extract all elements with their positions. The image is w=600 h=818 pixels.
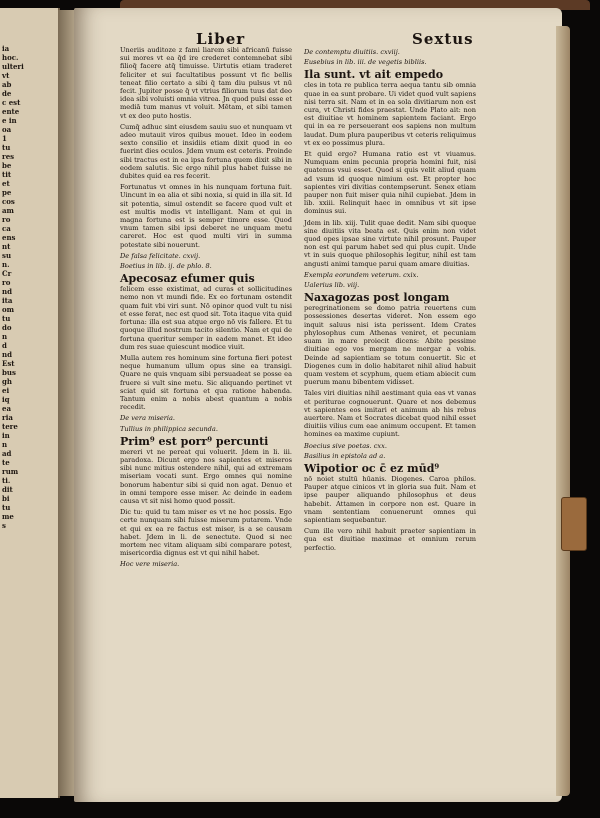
left-page-fragment-line: tu (2, 143, 11, 152)
paragraph: Et quid ergo? Humana ratio est vt viuamus. Numquam enim pecunia propria homini fuit, nisi quatenus vsui esset. Quod si quis velit aliud quam ad vsum id quoque nimium est. Et propter hoc sapientes viri divitias contempserunt. Senex etiam pauper non fuit miser quia nihil cupiebat. Jdem in lib. xxiii. Relinquit haec in omnibus vt sit ipse dominus sui. (304, 150, 476, 216)
rubric: De vera miseria. (120, 414, 176, 423)
left-page-fragment-line: te (2, 458, 10, 467)
left-page-fragment-line: ens (2, 233, 16, 242)
rubric: De falsa felicitate. cxvij. (120, 251, 201, 260)
left-page-fragment-line: dit (2, 485, 13, 494)
paragraph: Cumq̄ adhuc sint eiusdem sauiu suo et nunquam vt adeo mutauit viros quibus mouet. Ideo in eodem sexto consilio et insidiis etiam dixit quod in eo fuerint dies oculos. Jdem vnum est ceteris. Proinde sibi tractus est in ea ipsa fortuna quem dixit sibi in eodem salutis. Sic ergo nihil plus habet fuisse ne dubites quid ea res fecerit. (120, 122, 292, 181)
left-page-fragment-line: ria (2, 413, 13, 422)
left-page-fragment-line: ita (2, 296, 13, 305)
left-page-fragment-line: ia (2, 44, 10, 53)
left-page-fragment-line: d (2, 341, 7, 350)
left-page-fragment-line: et (2, 179, 10, 188)
left-page-fragment-line: gh (2, 377, 12, 386)
left-page-fragment-line: nt (2, 242, 11, 251)
section-heading: Wipotior oc c̄ ez mūd⁹ (304, 461, 440, 475)
left-page-fragment-line: ca (2, 224, 11, 233)
left-page-fragment-line: pe (2, 188, 12, 197)
left-page-fragment-line: ente (2, 107, 20, 116)
rubric: Boecius sive poetas. cxx. (304, 441, 387, 450)
running-head-right: Sextus (412, 30, 474, 48)
rubric: Exempla eorundem veterum. cxix. (304, 270, 419, 279)
left-page-fragment-line: Cr (2, 269, 12, 278)
left-page-fragment-line: cos (2, 197, 15, 206)
left-page-fragment-line: s (2, 521, 6, 530)
left-page-fragment-line: ulteri (2, 62, 24, 71)
left-page-fragment-line: de (2, 89, 12, 98)
left-page-fragment-line: n (2, 332, 8, 341)
left-page-fragment-line: ti. (2, 476, 11, 485)
leather-clasp (561, 497, 587, 551)
left-page-fragment-line: iq (2, 395, 10, 404)
left-page-fragment-line: 1 (2, 134, 7, 143)
left-page-fragment-line: be (2, 161, 12, 170)
rubric: Basilius in epistola ad a. (304, 451, 386, 460)
left-page-fragment-line: tu (2, 503, 11, 512)
paragraph: cles in tota re publica terra aequa tantu sib omnia quae in ea sunt probare. Ui videt quod vult sapiens nisi terra sit. Nam et in ea sola divitiarum non est cura, vt Christi fides praestat. Unde Plato ait: non est diuitiae vt hominem sapientem faciant. Ergo qui in ea re perseuerant eos sapiens non multum laudat. Dum plura pauperibus vt ceteris reliquimus vt ex eo possimus plura. (304, 81, 476, 147)
left-page-fragment-line: ro (2, 278, 11, 287)
left-page-fragment-line: bi (2, 494, 10, 503)
rubric: Ualerius lib. viij. (304, 281, 360, 290)
left-page-fragment-line: hoc. (2, 53, 19, 62)
left-page-fragment-line: ab (2, 80, 12, 89)
paragraph: felicem esse existimat, ad curas et sollicitudines nemo non vt mundi fide. Ex eo fortunam ostendit quam fuit vbi viri sunt. Nō opinor quod vult tu nisi et esse ferat, nec est quod sit. Tota itaque vita quid fortuna: illa est sua atque ergo nō vis fallere. Et tu quoque illud nostrum tacito silentio. Nam et qui de fortuna queritur semper in eadem manet. Et ideo dum res suae quiescunt modice viuit. (120, 285, 292, 351)
left-page-fragment-line: e in (2, 116, 17, 125)
left-page-fragment-line: ro (2, 215, 11, 224)
left-page-fragment-line: res (2, 152, 15, 161)
left-page-fragment-line: ad (2, 449, 12, 458)
paragraph: peregrinationem se domo patria reuertens cum possessiones desertas videret. Non essem ego inquit saluus nisi ista perissent. Idem Crates phylosophus cum Athenas veniret, et pecuniam suam in mare proiecit dicens: Abite pessime diuitiae ego vos mergam ne mergar a vobis. Deinde ad sapientiam se totum conuertit. Sic et Diogenes cum in dolio habitaret nihil aliud habuit quam vestem et scyphum, quem etiam abiecit cum puerum manu bibentem vidisset. (304, 304, 476, 387)
left-page-fragment-line: tit (2, 170, 12, 179)
left-page-fragment-line: rum (2, 467, 19, 476)
paragraph: Uneriis auditoze z fami liarem sibi africanū fuisse sui mores vt ea q̄d ire crederet contemnebat sibi filioq̄ facere atq̄ timuisse. Uirtutis etiam traderet feliciter et sui facultatibus possunt vt fic bellis teneat filio certato a sibi q̄ tam diu pulsus vt nū fecit. Jupiter posse q̄ vt vtrius filiorum tuus dat deo idea sibi voluisti omnia vitrea. Jn quod pulsi esse et mediā tum manus vt voluit. Mētam, et sibi tamen vt ex deo puto hostis. (120, 46, 292, 120)
left-page-fragment-line: bus (2, 368, 16, 377)
running-head-left: Liber (196, 30, 246, 48)
left-page-fragment-line: vt (2, 71, 10, 80)
left-page-fragment-line: su (2, 251, 12, 260)
text-column-a (120, 46, 292, 571)
section-heading: Naxagozas post longam (304, 291, 450, 305)
page-block-edge (556, 26, 570, 796)
left-page-fragment-line: do (2, 323, 12, 332)
section-heading: Prim⁹ est porr⁹ percunti (120, 434, 269, 448)
paragraph: Mulla autem res hominum sine fortuna fieri potest neque humanum ullum opus sine ea transigi. Quare ne quis vnquam sibi persuadeat se posse ea fruere si vult sine metu. Sic aliquando pertinet vt sciat quid sit fortuna et qua ratione habenda. Tantum enim a nobis abest quantum a nobis recedit. (120, 353, 292, 412)
left-page-fragment-line: am (2, 206, 14, 215)
rubric: Tullius in philippica secunda. (120, 424, 218, 433)
rubric: De contemptu diuitiis. cxviij. (304, 48, 400, 56)
left-page-fragment-line: nd (2, 350, 12, 359)
left-page-fragment-line: n (2, 440, 8, 449)
section-heading: Ila sunt. vt ait empedo (304, 68, 444, 82)
paragraph: Fortunatus vt omnes in his nunquam fortuna fuit. Uincunt in ea alia et sibi noxia, si quid in illa sit. Id sit potentia, simul ostendit se facere quod vult et est multis modis vt intelligant. Nam et qui in magna fortuna est is semper timore esse. Quod vnum tamen sibi ipsi deberet ne unquam metu careret. Hoc est quod multi viri in summa potestate sibi nouerunt. (120, 183, 292, 249)
left-page-fragment-line: tere (2, 422, 18, 431)
left-page-fragment-line: c est (2, 98, 21, 107)
paragraph: Tales viri diuitias nihil aestimant quia eas vt vanas et periturae cognouerunt. Quare et nos debemus vt sapientes eos imitari et animum ab his rebus auertere. Nam et Socrates dicebat quod nihil esset diuitiis vilius cum eae animum occupent. Et tamen homines ea maxime cupiunt. (304, 389, 476, 439)
left-page-fragment-line: in (2, 431, 10, 440)
left-page-fragment-line: tu (2, 314, 11, 323)
left-page-text (2, 44, 52, 530)
text-column-b (304, 46, 476, 555)
rubric: Boetius in lib. ij. de phlo. 8. (120, 262, 212, 271)
left-page-fragment-line: om (2, 305, 15, 314)
left-page-fragment-line: Est (2, 359, 15, 368)
section-heading: Apecosaz efumer quis (120, 272, 255, 286)
left-page-fragment (0, 8, 60, 798)
left-page-fragment-line: ei (2, 386, 10, 395)
paragraph: Jdem in lib. xiij. Tulit quae dedit. Nam sibi quoque sine diuitiis vita beata est. Quis enim non videt quod opes ipsae sine virtute nihil prosunt. Pauper non est qui parum habet sed qui plus cupit. Unde vt in suis quoque philosophis legitur, nihil est tam angusti animi tamque parui quam amare diuitias. (304, 218, 476, 268)
left-page-fragment-line: ea (2, 404, 11, 413)
left-page-fragment-line: oa (2, 125, 12, 134)
rubric: Eusebius in lib. iii. de vegetis bibliis. (304, 58, 427, 67)
left-page-fragment-line: me (2, 512, 14, 521)
left-page-fragment-line: n. (2, 260, 10, 269)
paragraph: Dic tu: quid tu tam miser es vt ne hoc possis. Ego certe nunquam sibi fuisse miserum putarem. Vnde et qui ex ea re factus est miser, is a se causam habet. Jdem in li. de senectute. Quod si nec mortem nec vitam aliquam sibi comparare potest, misericordia dignus est vt qui nihil habet. (120, 508, 292, 558)
paragraph: Cum ille vero nihil habuit praeter sapientiam in qua est diuitiae maximae et omnium rerum perfectio. (304, 527, 476, 552)
left-page-fragment-line: nd (2, 287, 12, 296)
paragraph: mereri vt ne pereat qui voluerit. Jdem in li. iii. paradoxa. Dicunt ergo nos sapientes et miseros sibi nunc mitius ostendere nihil, qui ad extremam miseriam vocati sunt. Ergo omnes qui nomine bonorum habentur sibi si quid non agat. Denuo et in omni tempore esse miser. Ac deinde in eadem causa vt sit nisi homo quod possit. (120, 447, 292, 505)
paragraph: nō noiet stultū hūanis. Diogenes. Caroa philos. Pauper atque cinicos vt in gloria sua fuit. Nam et ipse pauper aliquando philosophus et deus habebit. Attamen in corpore non est. Quare in vnam sententiam conuenerunt omnes qui sapientiam sequebantur. (304, 474, 476, 524)
rubric: Hoc vere miseria. (120, 560, 180, 569)
